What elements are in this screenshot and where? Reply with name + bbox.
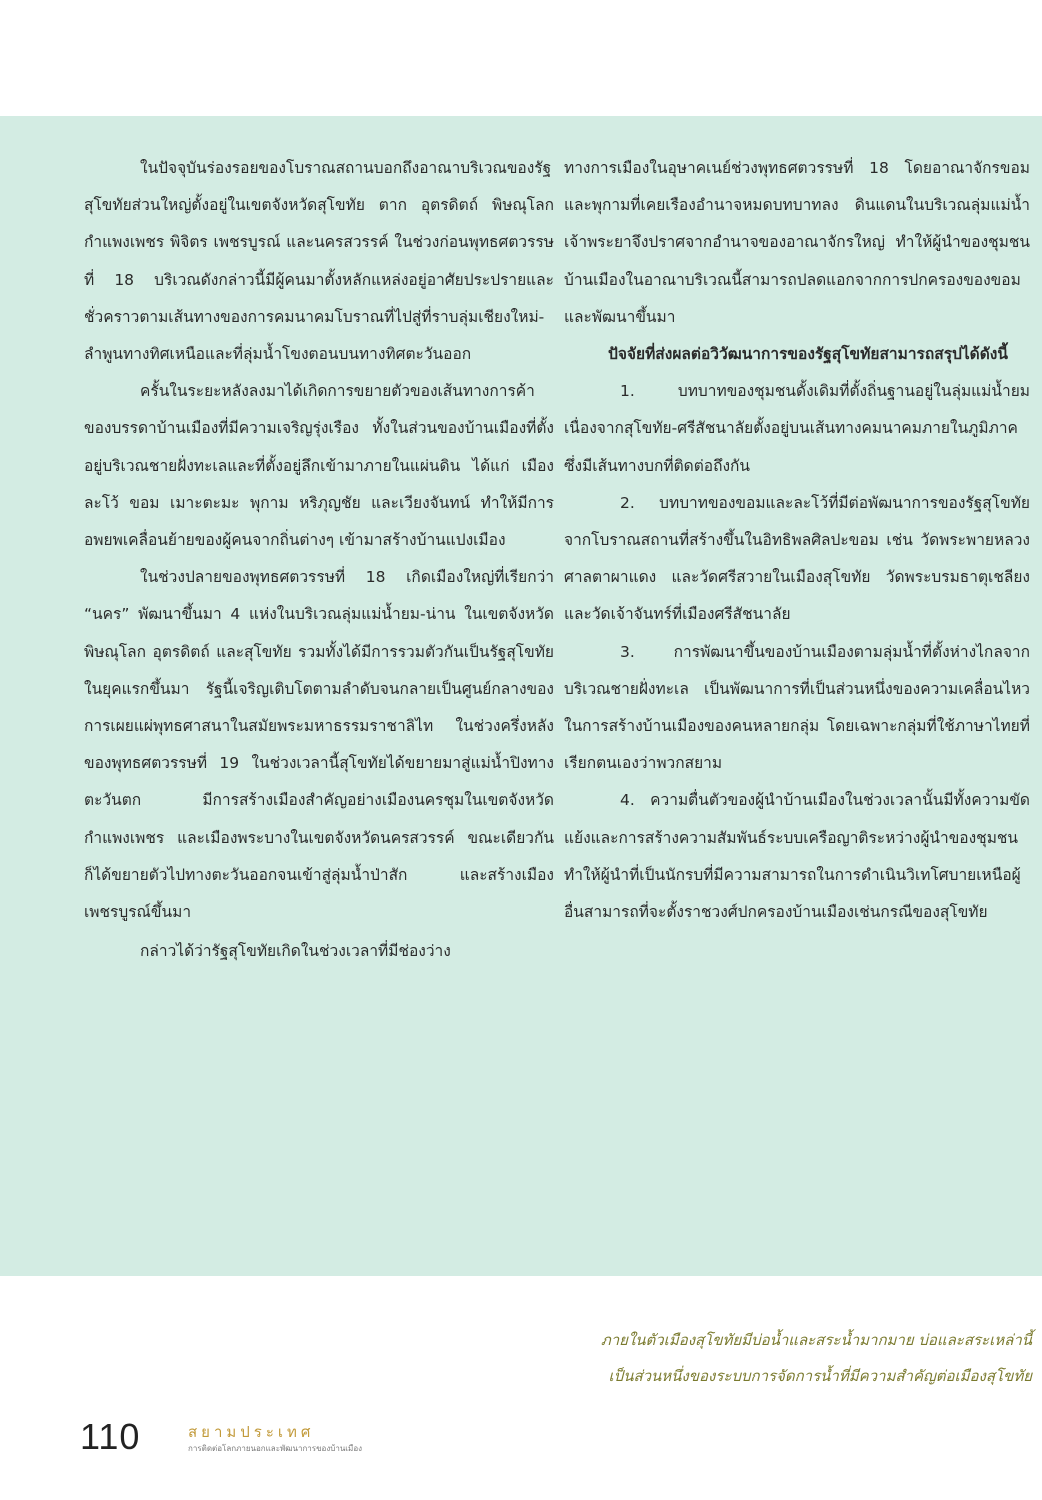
paragraph: ทางการเมืองในอุษาคเนย์ช่วงพุทธศตวรรษที่ 18 โดยอาณาจักรขอมและพุกามที่เคยเรืองอำนาจหมดบทบาทลง ดินแดนในบริเวณลุ่มแม่น้ำเจ้าพระยาจึงปราศจากอำนาจของอาณาจักรใหญ่ ทำให้ผู้นำของชุมชนบ้านเมืองในอาณาบริเวณนี้สามารถปลดแอกจากการปกครองของขอมและพัฒนาขึ้นมา	[564, 159, 1030, 326]
paragraph: กล่าวได้ว่ารัฐสุโขทัยเกิดในช่วงเวลาที่มีช่องว่าง	[140, 942, 451, 961]
caption-line: เป็นส่วนหนึ่งของระบบการจัดการน้ำที่มีความสำคัญต่อเมืองสุโขทัย	[608, 1367, 1032, 1385]
paragraph: ในปัจจุบันร่องรอยของโบราณสถานบอกถึงอาณาบริเวณของรัฐสุโขทัยส่วนใหญ่ตั้งอยู่ในเขตจังหวัดสุโขทัย ตาก อุตรดิตถ์ พิษณุโลก กำแพงเพชร พิจิตร เพชรบูรณ์ และนครสวรรค์ ในช่วงก่อนพุทธศตวรรษที่ 18 บริเวณดังกล่าวนี้มีผู้คนมาตั้งหลักแหล่งอยู่อาศัยประปรายและชั่วคราวตามเส้นทางของการคมนาคมโบราณที่ไปสู่ที่ราบลุ่มเชียงใหม่-ลำพูนทางทิศเหนือและที่ลุ่มน้ำโขงตอนบนทางทิศตะวันออก	[84, 159, 554, 364]
caption-line: ภายในตัวเมืองสุโขทัยมีบ่อน้ำและสระน้ำมากมาย บ่อและสระเหล่านี้	[600, 1331, 1032, 1349]
magazine-subtitle: การติดต่อโลกภายนอกและพัฒนาการของบ้านเมือง	[188, 1444, 363, 1453]
list-item: 4. ความตื่นตัวของผู้นำบ้านเมืองในช่วงเวลานั้นมีทั้งความขัดแย้งและการสร้างความสัมพันธ์ระบบเครือญาติระหว่างผู้นำของชุมชน ทำให้ผู้นำที่เป็นนักรบที่มีความสามารถในการดำเนินวิเทโศบายเหนือผู้อื่นสามารถที่จะตั้งราชวงศ์ปกครองบ้านเมืองเช่นกรณีของสุโขทัย	[564, 791, 1030, 922]
list-item: 2. บทบาทของขอมและละโว้ที่มีต่อพัฒนาการของรัฐสุโขทัย จากโบราณสถานที่สร้างขึ้นในอิทธิพลศิลปะขอม เช่น วัดพระพายหลวง ศาลตาผาแดง และวัดศรีสวายในเมืองสุโขทัย วัดพระบรมธาตุเชลียงและวัดเจ้าจันทร์ที่เมืองศรีสัชนาลัย	[564, 493, 1030, 624]
paragraph: ครั้นในระยะหลังลงมาได้เกิดการขยายตัวของเส้นทางการค้าของบรรดาบ้านเมืองที่มีความเจริญรุ่งเรือง ทั้งในส่วนของบ้านเมืองที่ตั้งอยู่บริเวณชายฝั่งทะเลและที่ตั้งอยู่ลึกเข้ามาภายในแผ่นดิน ได้แก่ เมืองละโว้ ขอม เมาะตะมะ พุกาม หริภุญชัย และเวียงจันทน์ ทำให้มีการอพยพเคลื่อนย้ายของผู้คนจากถิ่นต่างๆ เข้ามาสร้างบ้านแปงเมือง	[84, 382, 554, 550]
section-heading: ปัจจัยที่ส่งผลต่อวิวัฒนาการของรัฐสุโขทัยสามารถสรุปได้ดังนี้	[608, 345, 1008, 364]
magazine-title: สยามประเทศ	[188, 1423, 315, 1441]
paragraph: ในช่วงปลายของพุทธศตวรรษที่ 18 เกิดเมืองใหญ่ที่เรียกว่า “นคร” พัฒนาขึ้นมา 4 แห่งในบริเวณลุ่มแม่น้ำยม-น่าน ในเขตจังหวัดพิษณุโลก อุตรดิตถ์ และสุโขทัย รวมทั้งได้มีการรวมตัวกันเป็นรัฐสุโขทัยในยุคแรกขึ้นมา รัฐนี้เจริญเติบโตตามลำดับจนกลายเป็นศูนย์กลางของการเผยแผ่พุทธศาสนาในสมัยพระมหาธรรมราชาลิไท ในช่วงครึ่งหลังของพุทธศตวรรษที่ 19 ในช่วงเวลานี้สุโขทัยได้ขยายมาสู่แม่น้ำปิงทางตะวันตก มีการสร้างเมืองสำคัญอย่างเมืองนครชุมในเขตจังหวัดกำแพงเพชร และเมืองพระบางในเขตจังหวัดนครสวรรค์ ขณะเดียวกันก็ได้ขยายตัวไปทางตะวันออกจนเข้าสู่ลุ่มน้ำป่าสัก และสร้างเมืองเพชรบูรณ์ขึ้นมา	[84, 568, 554, 922]
photo-caption	[412, 1322, 1032, 1394]
list-item: 1. บทบาทของชุมชนดั้งเดิมที่ตั้งถิ่นฐานอยู่ในลุ่มแม่น้ำยม เนื่องจากสุโขทัย-ศรีสัชนาลัยตั้งอยู่บนเส้นทางคมนาคมภายในภูมิภาคซึ่งมีเส้นทางบกที่ติดต่อถึงกัน	[564, 382, 1030, 475]
list-item: 3. การพัฒนาขึ้นของบ้านเมืองตามลุ่มน้ำที่ตั้งห่างไกลจากบริเวณชายฝั่งทะเล เป็นพัฒนาการที่เป็นส่วนหนึ่งของความเคลื่อนไหวในการสร้างบ้านเมืองของคนหลายกลุ่ม โดยเฉพาะกลุ่มที่ใช้ภาษาไทยที่เรียกตนเองว่าพวกสยาม	[564, 642, 1030, 773]
page-number: 110	[80, 1416, 141, 1457]
left-column	[84, 150, 554, 970]
right-column	[564, 150, 1030, 931]
